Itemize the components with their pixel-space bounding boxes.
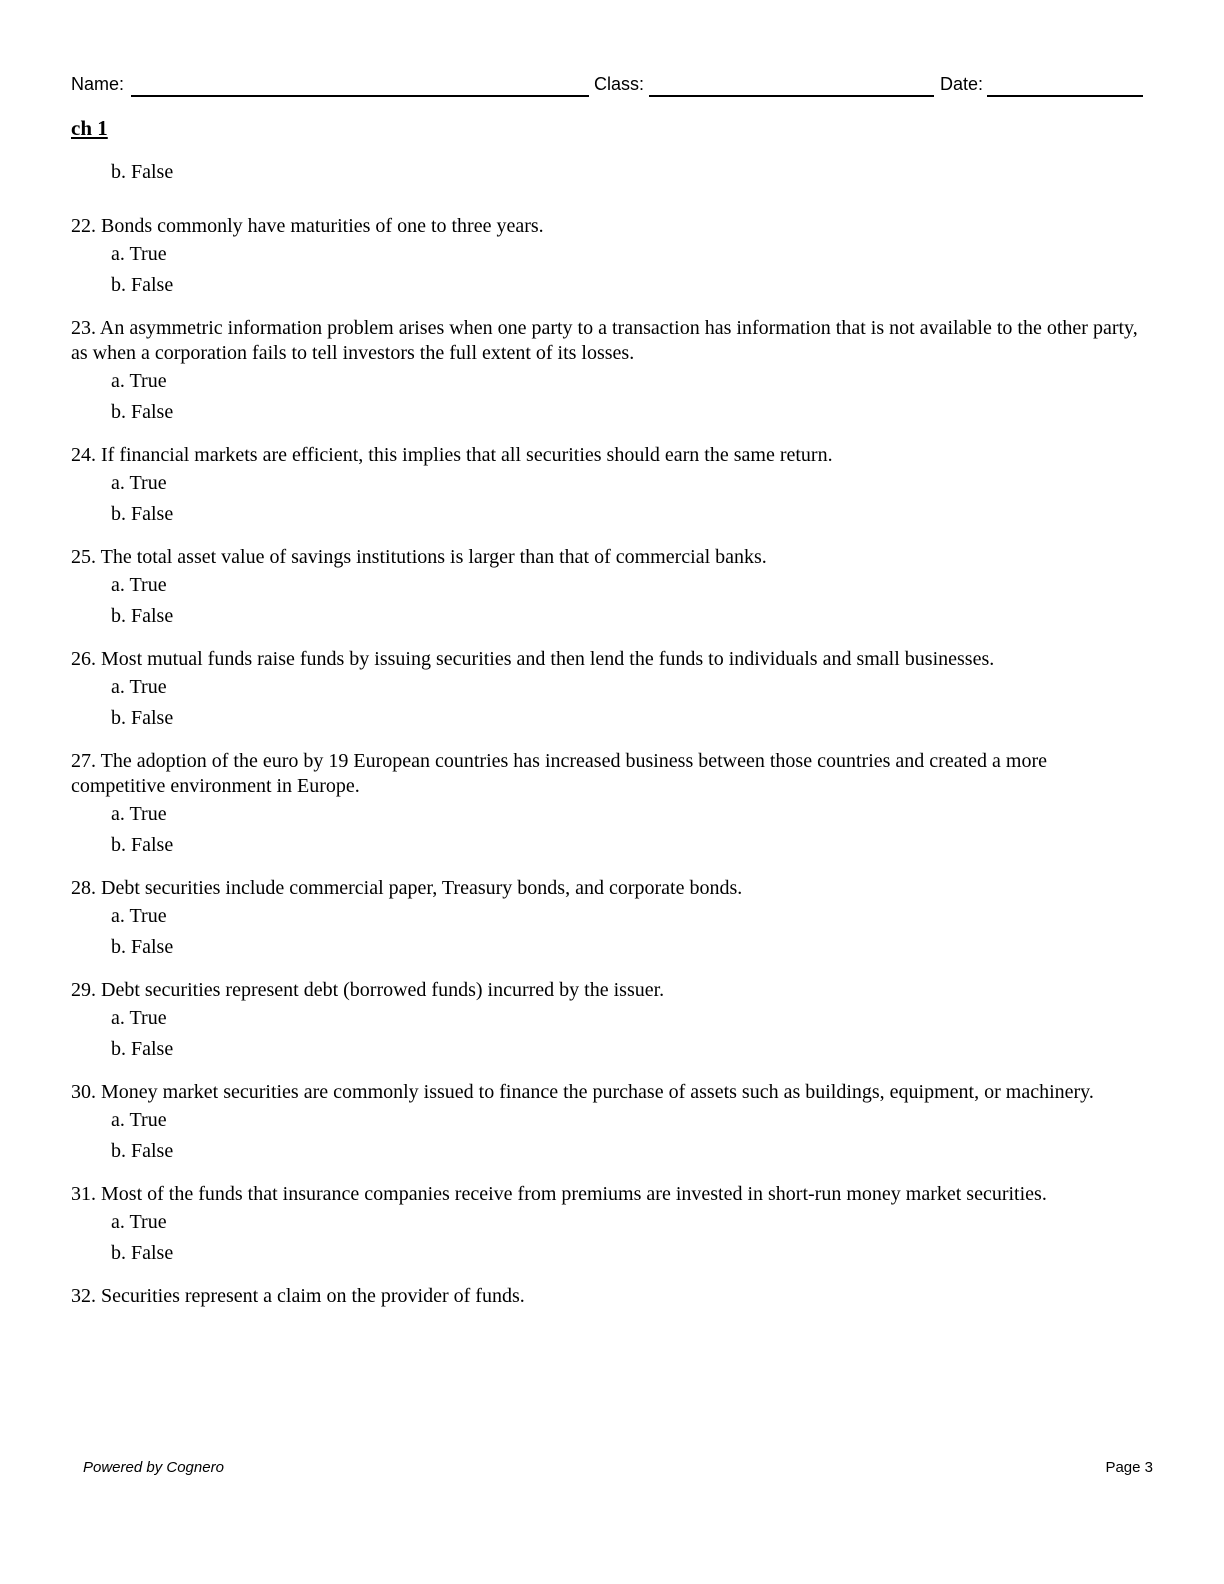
- question-item: [71, 545, 1146, 629]
- answer-choice: a. True: [111, 370, 167, 392]
- class-blank-line: [649, 95, 934, 97]
- name-label: Name:: [71, 74, 125, 94]
- question-stem: 28. Debt securities include commercial paper, Treasury bonds, and corporate bonds.: [71, 877, 743, 899]
- worksheet-header: [71, 72, 1143, 98]
- question-item: [71, 214, 1146, 298]
- answer-choice: b. False: [111, 834, 174, 856]
- answer-choice: b. False: [111, 401, 174, 423]
- answer-choice: a. True: [111, 1109, 167, 1131]
- answer-choice: b. False: [111, 1140, 174, 1162]
- answer-choice: b. False: [111, 274, 174, 296]
- class-label: Class:: [594, 74, 645, 94]
- question-item: [71, 876, 1146, 960]
- question-item: [71, 647, 1146, 731]
- question-item: [71, 1080, 1146, 1164]
- question-stem: 30. Money market securities are commonly issued to finance the purchase of assets such as buildings, equipment, or machinery.: [71, 1081, 1094, 1103]
- answer-choice: b. False: [111, 707, 174, 729]
- question-item: [71, 316, 1146, 425]
- answer-choice: a. True: [111, 676, 167, 698]
- answer-choice: a. True: [111, 472, 167, 494]
- answer-choice: a. True: [111, 905, 167, 927]
- question-stem: 22. Bonds commonly have maturities of one to three years.: [71, 215, 544, 237]
- question-item: [71, 978, 1146, 1062]
- question-item: [71, 1182, 1146, 1266]
- answer-choice: b. False: [111, 1038, 174, 1060]
- question-item: [71, 1284, 1146, 1309]
- question-stem: 25. The total asset value of savings institutions is larger than that of commercial banks.: [71, 546, 767, 568]
- date-label: Date:: [940, 74, 984, 94]
- question-list: [71, 214, 1146, 1327]
- page-footer: [83, 1459, 1153, 1481]
- question-stem: 26. Most mutual funds raise funds by issuing securities and then lend the funds to individuals and small businesses.: [71, 648, 995, 670]
- answer-choice: a. True: [111, 1007, 167, 1029]
- section-title: ch 1: [71, 116, 108, 140]
- answer-choice: b. False: [111, 605, 174, 627]
- date-blank-line: [987, 95, 1143, 97]
- name-blank-line: [131, 95, 589, 97]
- question-item: [71, 443, 1146, 527]
- answer-choice: b. False: [111, 1242, 174, 1264]
- answer-choice: b. False: [111, 503, 174, 525]
- page-number: Page 3: [1105, 1459, 1153, 1476]
- continued-choice: b. False: [111, 161, 174, 183]
- answer-choice: a. True: [111, 803, 167, 825]
- question-stem: 31. Most of the funds that insurance companies receive from premiums are invested in short-run money market securities.: [71, 1183, 1047, 1205]
- question-stem: 32. Securities represent a claim on the provider of funds.: [71, 1285, 525, 1307]
- answer-choice: a. True: [111, 243, 167, 265]
- answer-choice: a. True: [111, 1211, 167, 1233]
- powered-by-label: Powered by Cognero: [83, 1459, 224, 1476]
- question-stem: 29. Debt securities represent debt (borrowed funds) incurred by the issuer.: [71, 979, 665, 1001]
- answer-choice: b. False: [111, 936, 174, 958]
- question-stem: 24. If financial markets are efficient, this implies that all securities should earn the same return.: [71, 444, 833, 466]
- question-stem: 23. An asymmetric information problem arises when one party to a transaction has information that is not available to the other party, as when a corporation fails to tell investors the full extent of its losses.: [71, 317, 1138, 364]
- answer-choice: a. True: [111, 574, 167, 596]
- question-stem: 27. The adoption of the euro by 19 European countries has increased business between those countries and created a more competitive environment in Europe.: [71, 750, 1047, 797]
- question-item: [71, 749, 1146, 858]
